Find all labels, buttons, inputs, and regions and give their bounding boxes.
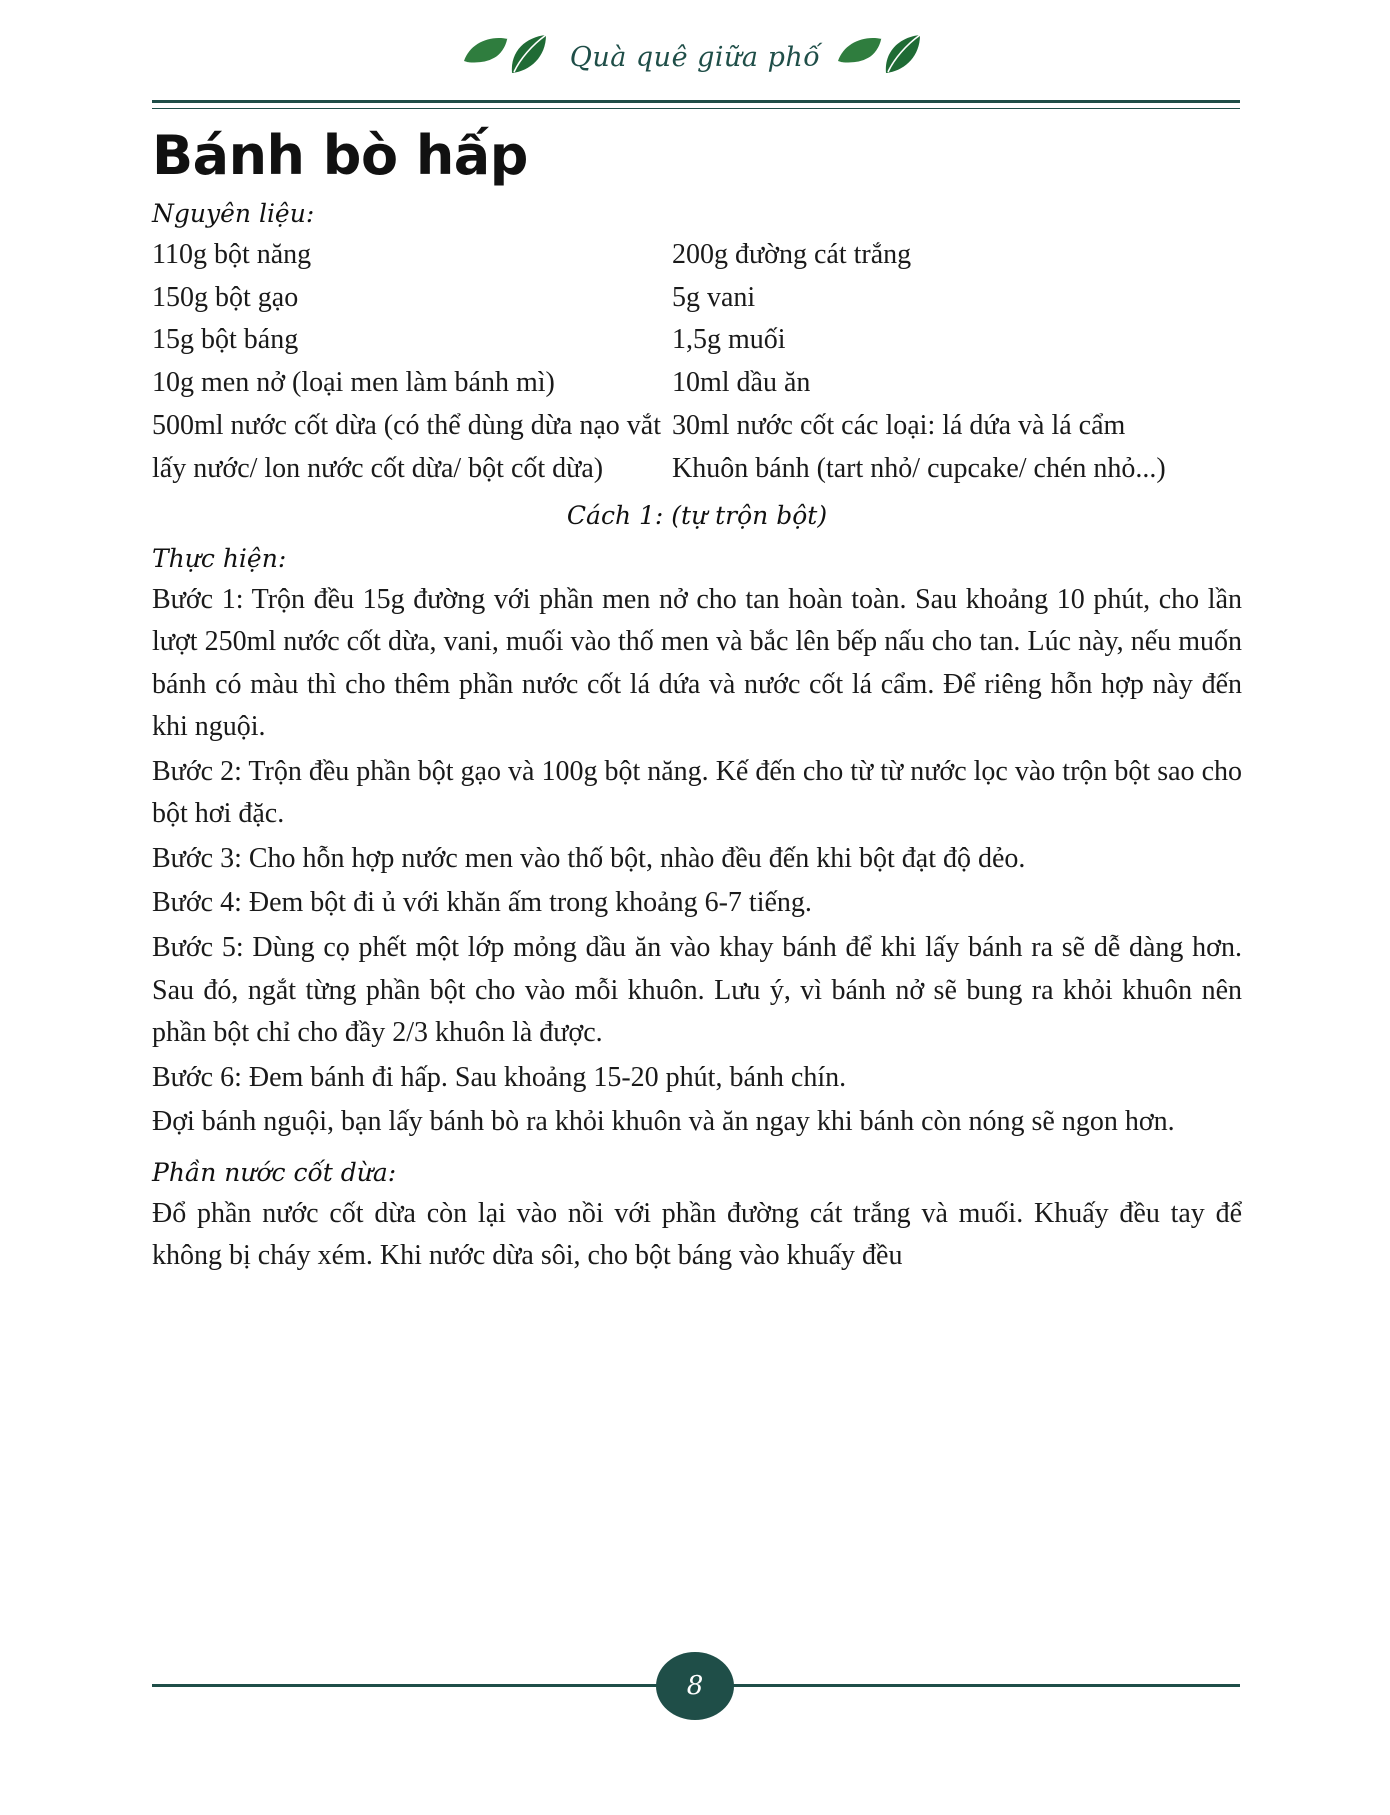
step-item: Bước 4: Đem bột đi ủ với khăn ấm trong khoảng 6-7 tiếng.: [152, 887, 812, 919]
step-item: Bước 2: Trộn đều phần bột gạo và 100g bột năng. Kế đến cho từ từ nước lọc vào trộn bột sao cho bột hơi đặc.: [152, 755, 1242, 830]
list-item: 15g bột báng: [152, 324, 299, 356]
book-title: Quà quê giữa phố: [569, 41, 821, 73]
step-item: Bước 1: Trộn đều 15g đường với phần men nở cho tan hoàn toàn. Sau khoảng 10 phút, cho lần lượt 250ml nước cốt dừa, vani, muối vào thố men và bắc lên bếp nấu cho tan. Lúc này, nếu muốn bánh có màu thì cho thêm phần nước cốt lá dứa và nước cốt lá cẩm. Để riêng hỗn hợp này đến khi nguội.: [152, 583, 1242, 743]
ingredients-label: Nguyên liệu:: [152, 198, 315, 228]
list-item: 110g bột năng: [152, 238, 312, 270]
list-item: 150g bột gạo: [152, 281, 299, 313]
ingredients-grid: [152, 234, 1242, 491]
header-divider-thick: [152, 100, 1240, 103]
method-steps: [152, 579, 1242, 1144]
ingredients-column-left: [152, 234, 672, 491]
page-title: Bánh bò hấp: [152, 124, 528, 187]
list-item: Khuôn bánh (tart nhỏ/ cupcake/ chén nhỏ...): [672, 452, 1166, 484]
coconut-sauce-label: Phần nước cốt dừa:: [152, 1157, 397, 1187]
list-item: 10g men nở (loại men làm bánh mì): [152, 367, 555, 399]
coconut-sauce-text: Đổ phần nước cốt dừa còn lại vào nồi với phần đường cát trắng và muối. Khuấy đều tay để không bị cháy xém. Khi nước dừa sôi, cho bột báng vào khuấy đều: [152, 1197, 1242, 1272]
step-item: Đợi bánh nguội, bạn lấy bánh bò ra khỏi khuôn và ăn ngay khi bánh còn nóng sẽ ngon hơn.: [152, 1106, 1175, 1138]
list-item: 200g đường cát trắng: [672, 238, 912, 270]
list-item: 1,5g muối: [672, 324, 786, 356]
list-item: 5g vani: [672, 281, 756, 313]
ingredients-column-right: [672, 234, 1232, 491]
step-item: Bước 3: Cho hỗn hợp nước men vào thố bột, nhào đều đến khi bột đạt độ dẻo.: [152, 842, 1026, 874]
list-item: 500ml nước cốt dừa (có thể dùng dừa nạo vắt lấy nước/ lon nước cốt dừa/ bột cốt dừa): [152, 410, 668, 484]
step-item: Bước 6: Đem bánh đi hấp. Sau khoảng 15-20 phút, bánh chín.: [152, 1061, 847, 1093]
leaf-icon: [460, 29, 552, 85]
header-divider-thin: [152, 108, 1240, 109]
method-label: Thực hiện:: [152, 543, 287, 573]
leaf-icon: [838, 29, 930, 85]
list-item: 30ml nước cốt các loại: lá dứa và lá cẩm: [672, 410, 1126, 441]
step-item: Bước 5: Dùng cọ phết một lớp mỏng dầu ăn vào khay bánh để khi lấy bánh ra sẽ dễ dàng hơn. Sau đó, ngắt từng phần bột cho vào mỗi khuôn. Lưu ý, vì bánh nở sẽ bung ra khỏi khuôn nên phần bột chỉ cho đầy 2/3 khuôn là được.: [152, 932, 1242, 1049]
recipe-page: [152, 124, 1242, 1280]
page-number-badge: 8: [656, 1652, 734, 1720]
list-item: 10ml dầu ăn: [672, 367, 811, 399]
page-header: [0, 22, 1390, 92]
method-variant-note: Cách 1: (tự trộn bột): [566, 500, 828, 530]
